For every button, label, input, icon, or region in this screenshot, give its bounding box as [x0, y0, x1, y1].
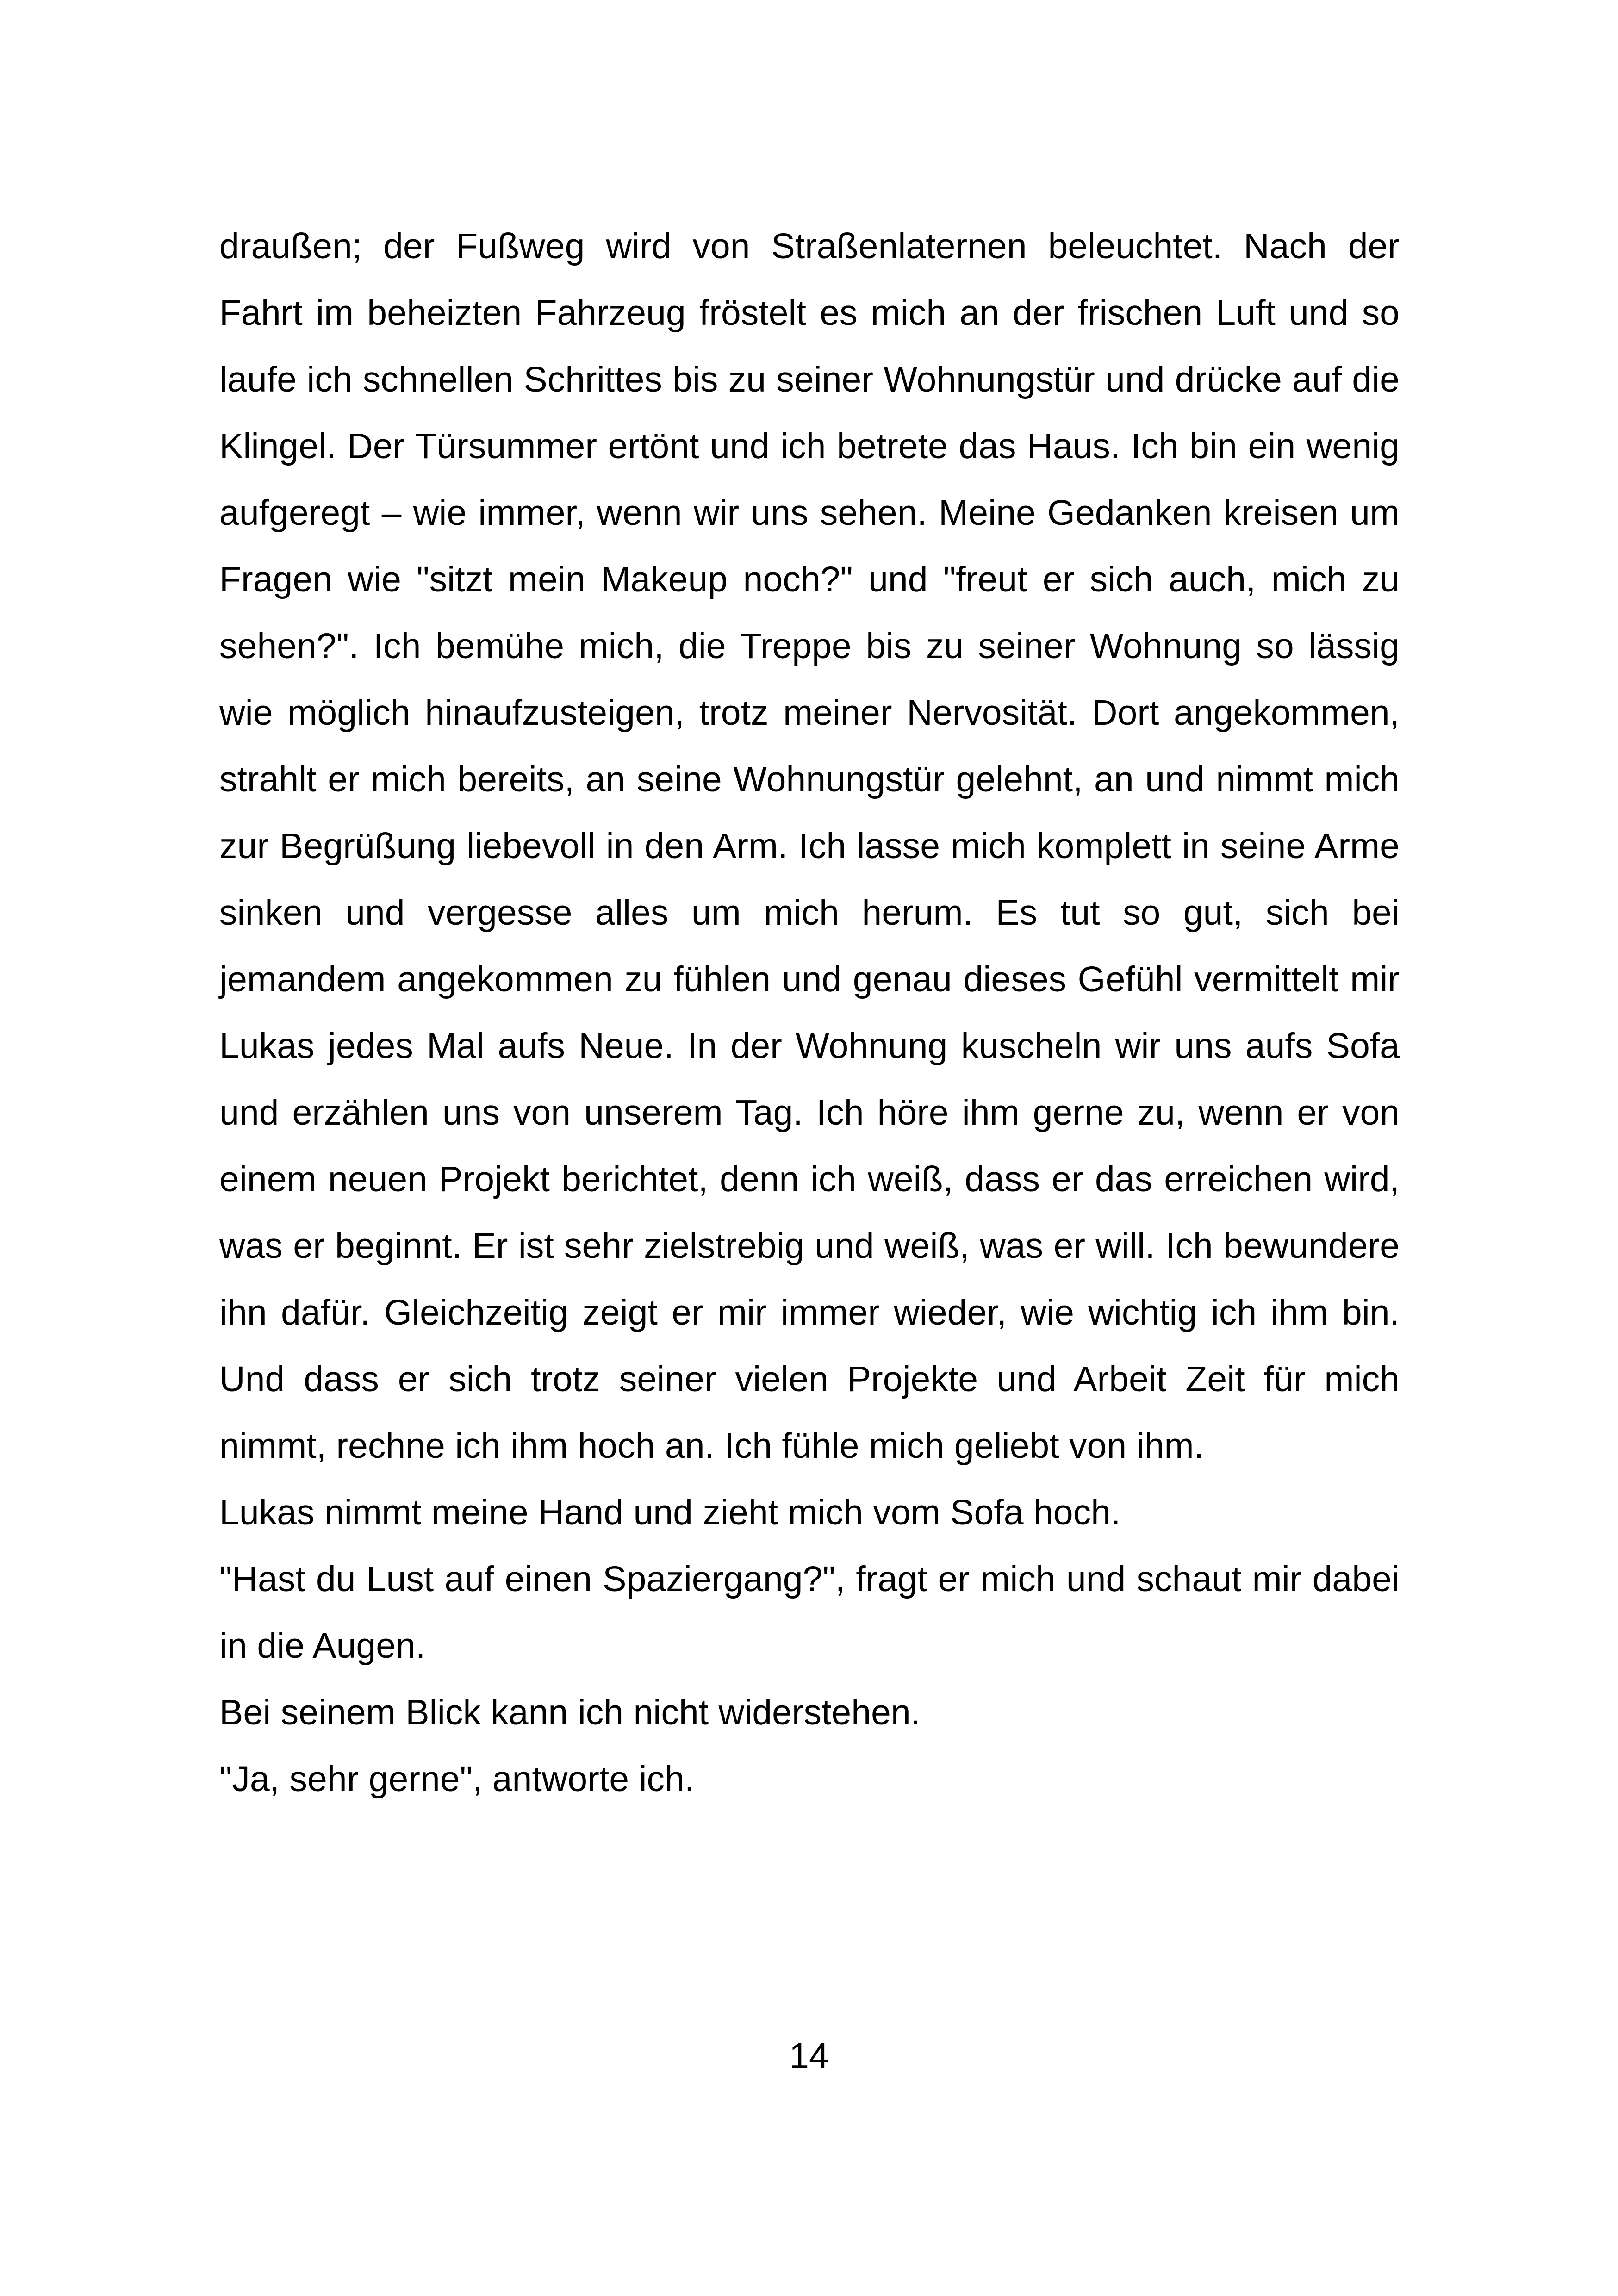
body-text: [219, 213, 1400, 1812]
paragraph: draußen; der Fußweg wird von Straßenlaternen beleuchtet. Nach der Fahrt im beheizten Fahrzeug fröstelt es mich an der frischen Luft und so laufe ich schnellen Schrittes bis zu seiner Wohnungstür und drücke auf die Klingel. Der Türsummer ertönt und ich betrete das Haus. Ich bin ein wenig aufgeregt – wie immer, wenn wir uns sehen. Meine Gedanken kreisen um Fragen wie "sitzt mein Makeup noch?" und "freut er sich auch, mich zu sehen?". Ich bemühe mich, die Treppe bis zu seiner Wohnung so lässig wie möglich hinaufzusteigen, trotz meiner Nervosität. Dort angekommen, strahlt er mich bereits, an seine Wohnungstür gelehnt, an und nimmt mich zur Begrüßung liebevoll in den Arm. Ich lasse mich komplett in seine Arme sinken und vergesse alles um mich herum. Es tut so gut, sich bei jemandem angekommen zu fühlen und genau dieses Gefühl vermittelt mir Lukas jedes Mal aufs Neue. In der Wohnung kuscheln wir uns aufs Sofa und erzählen uns von unserem Tag. Ich höre ihm gerne zu, wenn er von einem neuen Projekt berichtet, denn ich weiß, dass er das erreichen wird, was er beginnt. Er ist sehr zielstrebig und weiß, was er will. Ich bewundere ihn dafür. Gleichzeitig zeigt er mir immer wieder, wie wichtig ich ihm bin. Und dass er sich trotz seiner vielen Projekte und Arbeit Zeit für mich nimmt, rechne ich ihm hoch an. Ich fühle mich geliebt von ihm.: [219, 226, 1400, 1466]
paragraph: Bei seinem Blick kann ich nicht widerstehen.: [219, 1692, 921, 1732]
paragraph: Lukas nimmt meine Hand und zieht mich vom Sofa hoch.: [219, 1493, 1121, 1532]
paragraph: "Ja, sehr gerne", antworte ich.: [219, 1759, 695, 1799]
paragraph: "Hast du Lust auf einen Spaziergang?", fragt er mich und schaut mir dabei in die Augen.: [219, 1559, 1400, 1666]
page-number: 14: [789, 2036, 829, 2076]
